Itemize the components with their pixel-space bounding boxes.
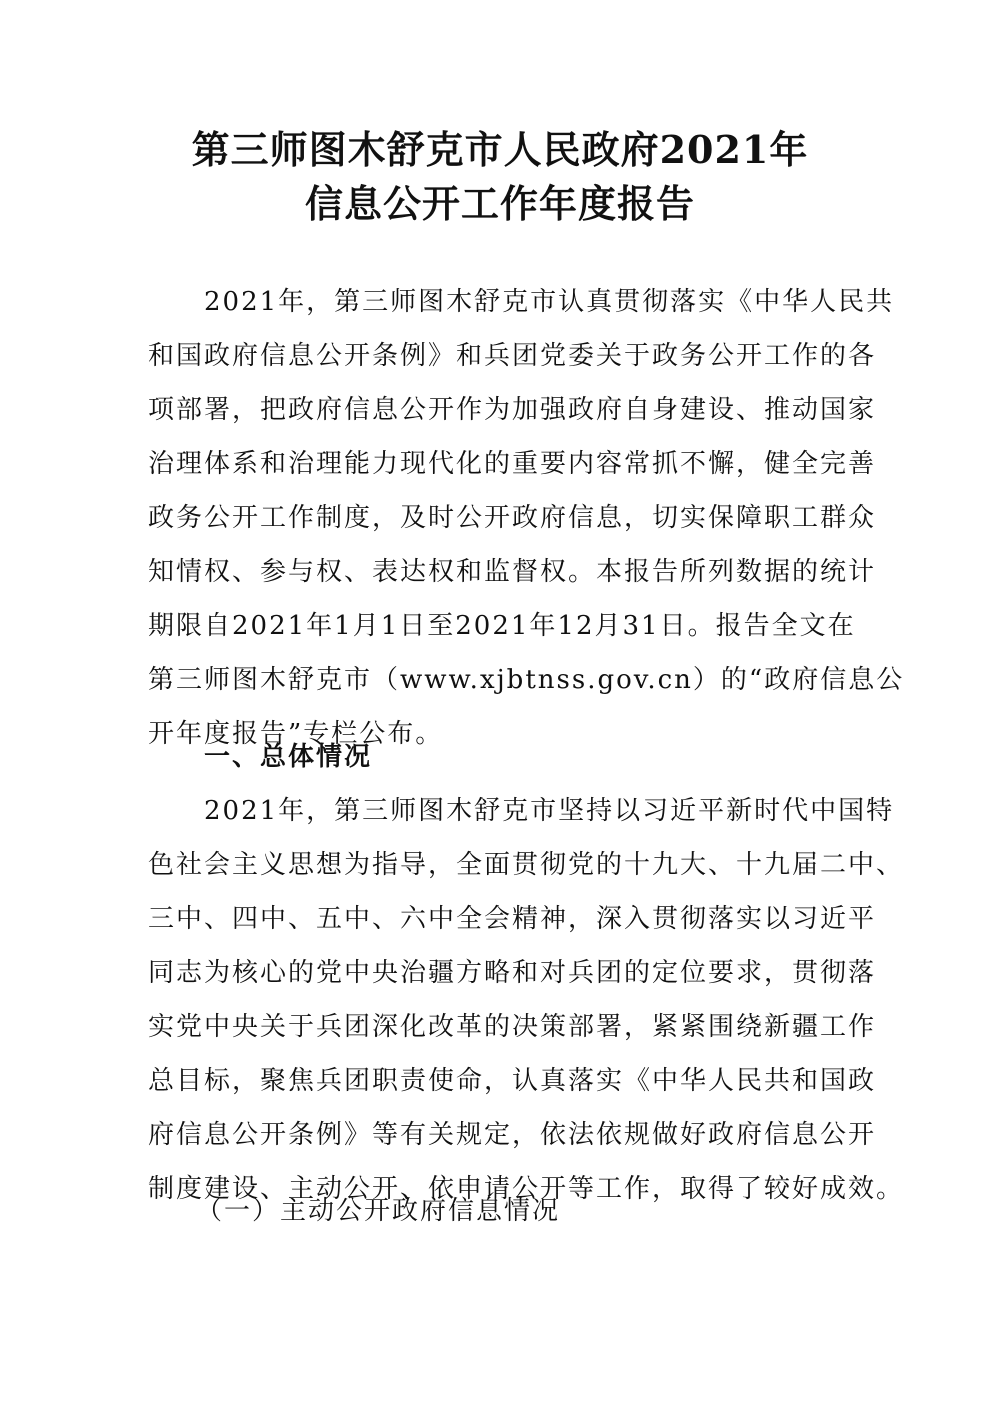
document-title-line-1: 第三师图木舒克市人民政府2021年 xyxy=(191,127,809,172)
paragraph-line: 期限自2021年1月1日至2021年12月31日。报告全文在 xyxy=(148,611,856,641)
section-heading-overview: 一、总体情况 xyxy=(204,742,373,772)
intro-paragraph xyxy=(148,275,905,761)
paragraph-line: 三中、四中、五中、六中全会精神，深入贯彻落实以习近平 xyxy=(148,904,877,934)
paragraph-line: 2021年，第三师图木舒克市坚持以习近平新时代中国特 xyxy=(204,796,895,826)
paragraph-line: 第三师图木舒克市（www.xjbtnss.gov.cn）的“政府信息公 xyxy=(148,665,905,695)
subsection-heading-proactive-disclosure: （一）主动公开政府信息情况 xyxy=(196,1196,561,1226)
paragraph-line: 知情权、参与权、表达权和监督权。本报告所列数据的统计 xyxy=(148,557,877,587)
document-title-line-2: 信息公开工作年度报告 xyxy=(304,181,695,226)
paragraph-line: 制度建设、主动公开、依申请公开等工作，取得了较好成效。 xyxy=(148,1174,905,1204)
paragraph-line: 开年度报告”专栏公布。 xyxy=(148,719,444,749)
paragraph-line: 色社会主义思想为指导，全面贯彻党的十九大、十九届二中、 xyxy=(148,850,905,880)
paragraph-line: 同志为核心的党中央治疆方略和对兵团的定位要求，贯彻落 xyxy=(148,958,877,988)
overview-paragraph xyxy=(148,784,905,1216)
paragraph-line: 府信息公开条例》等有关规定，依法依规做好政府信息公开 xyxy=(148,1120,877,1150)
paragraph-line: 政务公开工作制度，及时公开政府信息，切实保障职工群众 xyxy=(148,503,877,533)
paragraph-line: 实党中央关于兵团深化改革的决策部署，紧紧围绕新疆工作 xyxy=(148,1012,877,1042)
paragraph-line: 总目标，聚焦兵团职责使命，认真落实《中华人民共和国政 xyxy=(148,1066,877,1096)
paragraph-line: 项部署，把政府信息公开作为加强政府自身建设、推动国家 xyxy=(148,395,877,425)
paragraph-line: 治理体系和治理能力现代化的重要内容常抓不懈，健全完善 xyxy=(148,449,877,479)
paragraph-line: 2021年，第三师图木舒克市认真贯彻落实《中华人民共 xyxy=(204,287,895,317)
paragraph-line: 和国政府信息公开条例》和兵团党委关于政务公开工作的各 xyxy=(148,341,877,371)
